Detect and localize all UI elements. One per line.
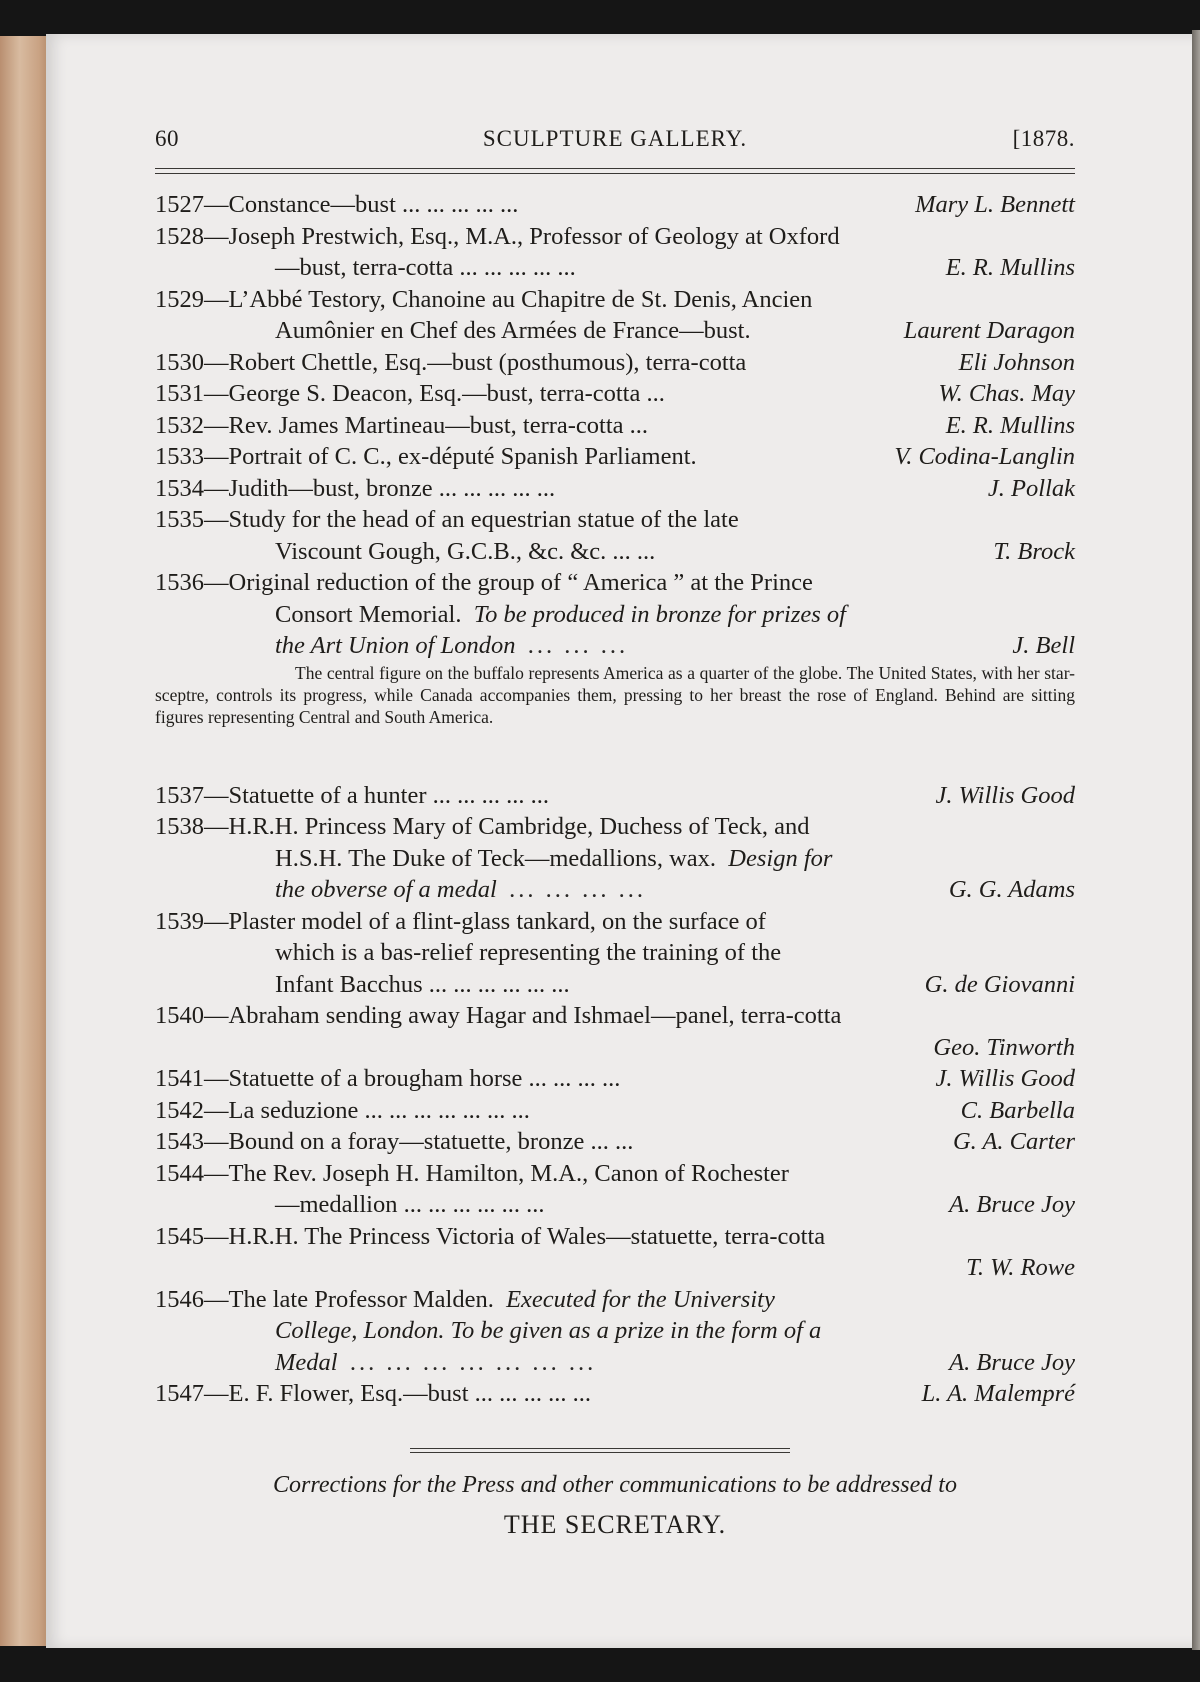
entry-1541: [155, 1063, 1075, 1095]
entry-text: 1536—Original reduction of the group of “ America ” at the Prince: [155, 569, 813, 596]
entry-1531: [155, 378, 1075, 410]
entry-1547: [155, 1378, 1075, 1410]
entry-1527: [155, 189, 1075, 221]
page-title: SCULPTURE GALLERY.: [482, 126, 748, 151]
secretary-line: THE SECRETARY.: [503, 1510, 727, 1539]
entry-text: 1545—H.R.H. The Princess Victoria of Wales—statuette, terra-cotta: [155, 1222, 826, 1250]
entry-text: Viscount Gough, G.C.B., &c. &c. ... ...: [275, 537, 656, 565]
entry-italic-note: To be produced in bronze for prizes of: [473, 600, 846, 628]
entry-1538: [155, 811, 1075, 906]
artist-name: Geo. Tinworth: [933, 1033, 1075, 1061]
leader-dots: ... ... ...: [527, 632, 629, 659]
running-header: [155, 124, 1075, 158]
artist-name: J. Bell: [1004, 630, 1075, 662]
entry-1534: [155, 473, 1075, 505]
artist-name: G. A. Carter: [945, 1126, 1075, 1158]
page-number: 60: [155, 126, 179, 151]
entry-text: 1538—H.R.H. Princess Mary of Cambridge, Duchess of Teck, and: [155, 813, 810, 840]
entry-text: 1532—Rev. James Martineau—bust, terra-cotta ...: [155, 411, 649, 439]
artist-name: J. Pollak: [980, 473, 1075, 505]
entry-1546: [155, 1284, 1075, 1379]
entry-text: 1528—Joseph Prestwich, Esq., M.A., Professor of Geology at Oxford: [155, 222, 840, 250]
entry-text: which is a bas-relief representing the training of the: [275, 939, 782, 966]
entry-text: 1535—Study for the head of an equestrian statue of the late: [155, 506, 739, 533]
entry-1542: [155, 1095, 1075, 1127]
entry-1536: [155, 567, 1075, 780]
artist-name: V. Codina-Langlin: [886, 441, 1075, 473]
entry-text: 1547—E. F. Flower, Esq.—bust ... ... ... ... ...: [155, 1380, 592, 1407]
entry-text: —bust, terra-cotta ... ... ... ... ...: [275, 254, 576, 281]
entry-1539: [155, 906, 1075, 1001]
entry-text: Consort Memorial.: [275, 600, 462, 628]
header-year: [1878.: [1012, 126, 1075, 151]
entry-text: 1530—Robert Chettle, Esq.—bust (posthumous), terra-cotta: [155, 348, 747, 376]
entry-italic-note: Executed for the University: [506, 1285, 775, 1313]
entry-italic-note: Design for: [728, 844, 833, 872]
corrections-notice: Corrections for the Press and other communications to be addressed to: [273, 1472, 957, 1498]
entry-italic-note: the obverse of a medal: [275, 876, 497, 903]
entry-text: 1534—Judith—bust, bronze ... ... ... ... ...: [155, 474, 556, 502]
entry-1528: [155, 221, 1075, 284]
artist-name: J. Willis Good: [927, 780, 1075, 812]
entry-1532: [155, 410, 1075, 442]
entry-1530: [155, 347, 1075, 379]
entry-1540: [155, 1000, 1075, 1063]
entry-1544: [155, 1158, 1075, 1221]
entry-text: 1527—Constance—bust ... ... ... ... ...: [155, 191, 519, 218]
entry-text: 1542—La seduzione ... ... ... ... ... ... ...: [155, 1096, 530, 1124]
entry-italic-note: Medal: [275, 1348, 338, 1376]
artist-name: T. W. Rowe: [966, 1254, 1075, 1281]
leader-dots: ... ... ... ...: [509, 876, 646, 903]
entry-text: —medallion ... ... ... ... ... ...: [275, 1191, 545, 1218]
artist-name: G. G. Adams: [941, 874, 1075, 906]
entry-text: H.S.H. The Duke of Teck—medallions, wax.: [275, 844, 717, 872]
note-text: The central figure on the buffalo represents America as a quarter of the globe. The United States, with her star-sceptre, controls its progress, while Canada accompanies them, pressing to her breast the rose of England. Behind are sitting figures representing Central and South America.: [155, 662, 1075, 727]
artist-name: Mary L. Bennett: [907, 189, 1075, 221]
entry-text: 1541—Statuette of a brougham horse ... ... ... ...: [155, 1065, 621, 1092]
explanatory-note: [155, 662, 1075, 728]
artist-name: G. de Giovanni: [917, 969, 1075, 1001]
entry-text: 1531—George S. Deacon, Esq.—bust, terra-cotta ...: [155, 380, 665, 407]
entry-text: 1533—Portrait of C. C., ex-député Spanish Parliament.: [155, 443, 697, 470]
entry-1533: [155, 441, 1075, 473]
entry-text: 1537—Statuette of a hunter ... ... ... ... ...: [155, 781, 549, 809]
entry-text: 1539—Plaster model of a flint-glass tankard, on the surface of: [155, 907, 766, 935]
entry-1545: [155, 1221, 1075, 1284]
artist-name: C. Barbella: [953, 1095, 1075, 1127]
artist-name: W. Chas. May: [930, 378, 1075, 410]
entry-text: Infant Bacchus ... ... ... ... ... ...: [275, 970, 570, 998]
entry-italic-note: the Art Union of London: [275, 632, 516, 659]
leader-dots: ... ... ... ... ... ... ...: [349, 1348, 597, 1376]
artist-name: A. Bruce Joy: [941, 1189, 1075, 1221]
entry-text: 1540—Abraham sending away Hagar and Ishmael—panel, terra-cotta: [155, 1002, 842, 1029]
entry-text: Aumônier en Chef des Armées de France—bust.: [275, 317, 751, 344]
entry-text: 1529—L’Abbé Testory, Chanoine au Chapitre de St. Denis, Ancien: [155, 285, 813, 313]
artist-name: Laurent Daragon: [896, 315, 1075, 347]
entry-1537: [155, 780, 1075, 812]
footer-rule: [410, 1448, 790, 1453]
entry-text: 1543—Bound on a foray—statuette, bronze ... ...: [155, 1128, 634, 1155]
header-rule: [155, 168, 1075, 174]
artist-name: L. A. Malempré: [914, 1378, 1075, 1410]
page-rim: [1192, 30, 1200, 1650]
entry-1529: [155, 284, 1075, 347]
catalogue-entries: [155, 189, 1075, 1410]
entry-text: 1546—The late Professor Malden.: [155, 1285, 494, 1313]
entry-1535: [155, 504, 1075, 567]
artist-name: E. R. Mullins: [938, 252, 1075, 284]
entry-1543: [155, 1126, 1075, 1158]
entry-text: 1544—The Rev. Joseph H. Hamilton, M.A., Canon of Rochester: [155, 1159, 789, 1187]
artist-name: E. R. Mullins: [938, 410, 1075, 442]
artist-name: Eli Johnson: [951, 347, 1075, 379]
entry-italic-note: College, London. To be given as a prize in the form of a: [275, 1317, 822, 1344]
artist-name: A. Bruce Joy: [941, 1347, 1075, 1379]
artist-name: T. Brock: [985, 536, 1075, 568]
artist-name: J. Willis Good: [927, 1063, 1075, 1095]
